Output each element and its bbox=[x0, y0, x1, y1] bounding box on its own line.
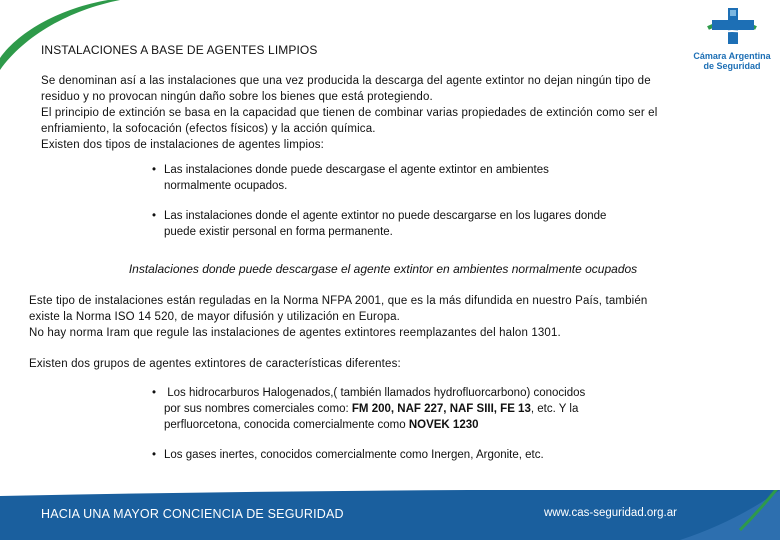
commercial-names: FM 200, NAF 227, NAF SIII, FE 13 bbox=[351, 403, 531, 415]
list-item-line: Las instalaciones donde el agente extintor no puede descargarse en los lugares donde bbox=[164, 210, 607, 222]
logo bbox=[690, 6, 774, 71]
logo-name-line1: Cámara Argentina bbox=[693, 51, 771, 61]
regulation-line: No hay norma Iram que regule las instalaciones de agentes extintores reemplazantes del halon 1301. bbox=[29, 327, 561, 339]
list-item bbox=[152, 162, 692, 194]
halogenated-line3-prefix: perfluorcetona, conocida comercialmente como bbox=[164, 419, 409, 431]
agent-groups-list bbox=[152, 385, 672, 463]
footer-bar bbox=[0, 490, 780, 540]
list-item-line: puede existir personal en forma permanente. bbox=[164, 226, 393, 238]
logo-name-line2: de Seguridad bbox=[703, 61, 761, 71]
intro-line: enfriamiento, la sofocación (efectos físicos) y la acción química. bbox=[41, 123, 376, 135]
footer-slogan: HACIA UNA MAYOR CONCIENCIA DE SEGURIDAD bbox=[41, 507, 344, 521]
list-item bbox=[152, 208, 692, 240]
list-item-line bbox=[164, 401, 585, 417]
list-item-line: Las instalaciones donde puede descargase el agente extintor en ambientes bbox=[164, 164, 549, 176]
regulation-paragraph bbox=[29, 293, 729, 341]
intro-line: Existen dos tipos de instalaciones de agentes limpios: bbox=[41, 139, 324, 151]
list-item-line: normalmente ocupados. bbox=[164, 180, 288, 192]
bullet-icon: • bbox=[152, 449, 157, 461]
logo-cross-icon bbox=[704, 6, 760, 46]
green-swoosh-decoration bbox=[0, 0, 140, 80]
list-item-line: Los gases inertes, conocidos comercialmente como Inergen, Argonite, etc. bbox=[164, 449, 544, 461]
intro-paragraph bbox=[41, 73, 731, 153]
installation-types-list bbox=[152, 162, 692, 240]
list-item-line bbox=[164, 385, 585, 401]
section-subtitle: Instalaciones donde puede descargase el agente extintor en ambientes normalmente ocupados bbox=[128, 262, 638, 276]
list-item-line bbox=[164, 417, 585, 433]
intro-line: residuo y no provocan ningún daño sobre los bienes que está protegiendo. bbox=[41, 91, 433, 103]
regulation-line: Este tipo de instalaciones están reguladas en la Norma NFPA 2001, que es la más difundida en nuestro País, también bbox=[29, 295, 648, 307]
regulation-line: existe la Norma ISO 14 520, de mayor difusión y utilización en Europa. bbox=[29, 311, 401, 323]
bullet-icon: • bbox=[152, 387, 157, 399]
list-item bbox=[152, 447, 672, 463]
page-title: INSTALACIONES A BASE DE AGENTES LIMPIOS bbox=[41, 43, 318, 57]
intro-line: El principio de extinción se basa en la capacidad que tienen de combinar varias propiedades de extinción como ser el bbox=[41, 107, 658, 119]
intro-line: Se denominan así a las instalaciones que una vez producida la descarga del agente extintor no dejan ningún tipo de bbox=[41, 75, 651, 87]
bullet-icon: • bbox=[152, 164, 157, 176]
list-item bbox=[152, 385, 672, 433]
novek-name: NOVEK 1230 bbox=[408, 419, 479, 431]
footer-url-link[interactable]: www.cas-seguridad.org.ar bbox=[544, 507, 677, 519]
halogenated-line2-suffix: , etc. Y la bbox=[530, 403, 579, 415]
halogenated-line1: Los hidrocarburos Halogenados,( también llamados hydrofluorcarbono) conocidos bbox=[167, 387, 586, 399]
groups-intro: Existen dos grupos de agentes extintores de características diferentes: bbox=[29, 358, 401, 370]
halogenated-line2-prefix: por sus nombres comerciales como: bbox=[164, 403, 352, 415]
bullet-icon: • bbox=[152, 210, 157, 222]
